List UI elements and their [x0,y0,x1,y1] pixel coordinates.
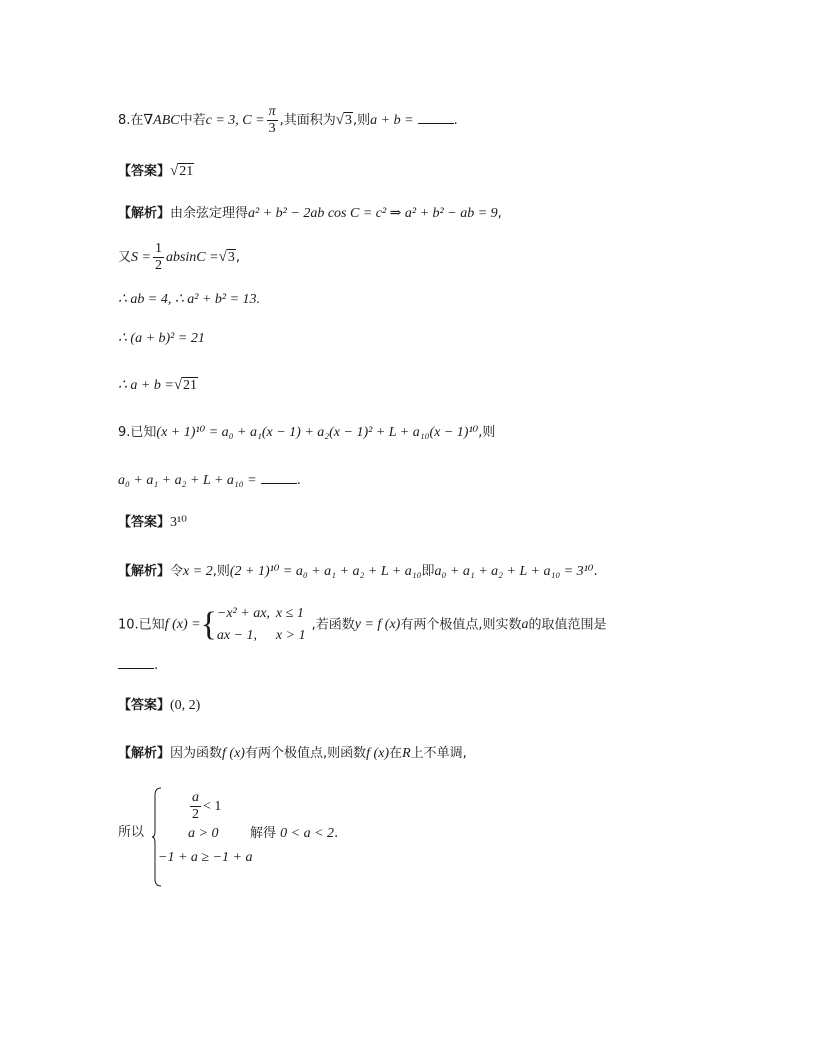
question-9 [118,426,495,440]
solution-label: 【解析】 [118,564,171,579]
answer-label: 【答案】 [118,164,171,179]
q8-answer-blank [418,123,454,124]
q9-end: ,则 [478,425,496,440]
s8-sqrt-21: 21 [183,378,198,393]
q8-frac-den: 3 [268,121,276,137]
solution-8-line-1 [118,207,502,221]
s10-text-4: 上不单调, [410,746,467,761]
q10-math-1: y = f (x) [354,617,401,632]
answer-label: 【答案】 [118,698,171,713]
question-10-line-2 [118,659,158,672]
q8-triangle: ∇ABC [143,113,180,129]
q10-prefix: 10.已知 [118,617,165,633]
q8-ask: a + b = [370,113,414,129]
s8-end-2: , [235,250,240,266]
q10-math-2: a [521,617,529,632]
s9-math-1: x = 2 [183,564,213,579]
s10-text-3: 在 [389,746,403,761]
answer-9-value: 3¹⁰ [170,515,187,530]
solution-8-line-4: ∴ (a + b)² = 21 [118,331,205,346]
sqrt-icon: √ [335,112,344,129]
left-brace-icon: { [200,606,217,643]
answer-10-value: (0, 2) [170,698,201,713]
s9-end: . [593,564,598,579]
s10-math-1: f (x) [222,746,245,761]
q8-frac-num: π [267,104,278,121]
s10-result-math: 0 < a < 2 [280,826,335,841]
sqrt-icon: √ [173,377,183,393]
question-10 [118,603,606,647]
q10-text-1: ,若函数 [311,617,355,633]
q10-case-2-expr: ax − 1, [216,628,258,643]
sqrt-icon: √ [218,249,227,266]
q10-piecewise [217,603,312,647]
answer-8 [118,164,194,179]
q8-prefix: 8.在 [118,113,144,129]
solution-8-line-2 [118,241,240,274]
s8-sqrt-value: 3 [227,250,235,266]
solution-label: 【解析】 [118,746,171,761]
q9-prefix: 9.已知 [118,425,157,440]
s10-result-text: 解得 [250,826,277,841]
s9-text-2: ,则 [212,564,230,579]
q10-answer-blank [118,668,154,669]
s10-row1-num: a [190,790,201,807]
answer-8-value: 21 [179,164,194,179]
s10-row-3: −1 + a ≥ −1 + a [158,850,253,865]
question-8 [118,104,458,137]
q10-function: f (x) = [164,617,201,632]
s8-fraction [153,241,164,274]
s10-text-2: 有两个极值点,则函数 [244,746,367,761]
s10-result [250,827,338,841]
q8-sqrt-value: 3 [344,113,352,129]
solution-10 [118,747,467,761]
q8-then: ,则 [352,113,371,129]
s8-formula: a² + b² − 2ab cos C = c² ⇒ a² + b² − ab = 9 [248,206,498,221]
s8-prefix: 又 [118,250,132,266]
q8-text: 中若 [179,113,206,129]
q10-case-2-cond: x > 1 [275,628,306,643]
q8-fraction [267,104,278,137]
q9-answer-blank [261,483,297,484]
s8-formula-2: absinC = [165,250,219,266]
q8-end: . [453,113,458,129]
s9-text-1: 令 [170,564,184,579]
s8-end: , [497,206,502,221]
s10-text-1: 因为函数 [170,746,223,761]
sqrt-icon: √ [170,163,179,179]
s9-math-3: a₀ + a₁ + a₂ + L + a₁₀ = 3¹⁰ [434,564,594,579]
solution-8-line-5 [118,378,198,393]
answer-9 [118,516,187,530]
s8-area: S = [131,250,151,266]
s10-row-1 [188,790,221,823]
left-brace-icon [152,787,162,887]
s10-math-3: R [402,746,411,761]
q8-condition: c = 3, C = [205,113,265,129]
s8-formula-5: ∴ a + b = [118,378,174,393]
solution-8-line-3: ∴ ab = 4, ∴ a² + b² = 13. [118,292,261,307]
s9-text-3: 即 [421,564,435,579]
q8-area-text: ,其面积为 [279,113,336,129]
s9-math-2: (2 + 1)¹⁰ = a₀ + a₁ + a₂ + L + a₁₀ [229,564,422,579]
question-9-line-2 [118,474,301,488]
solution-9 [118,565,598,579]
s10-row1-rest: < 1 [203,799,222,815]
q10-text-2: 有两个极值点,则实数 [400,617,522,633]
q10-end: . [154,658,159,673]
s10-row1-fraction [190,790,201,823]
s10-row-2: a > 0 [188,826,219,841]
s10-row1-den: 2 [192,807,199,823]
answer-10 [118,699,200,713]
s8-frac-den: 2 [154,258,162,274]
s8-frac-num: 1 [153,241,164,258]
solution-label: 【解析】 [118,206,171,221]
s10-result-end: . [334,826,339,841]
q10-text-3: 的取值范围是 [528,617,607,633]
s10-math-2: f (x) [366,746,390,761]
q10-case-1-expr: −x² + ax, [216,606,270,621]
s10-so-label: 所以 [118,825,145,840]
answer-label: 【答案】 [118,515,171,530]
q9-line2-end: . [296,473,301,488]
q9-formula: (x + 1)¹⁰ = a₀ + a₁(x − 1) + a₂(x − 1)² + L + a₁₀(x − 1)¹⁰ [156,425,479,440]
q10-case-1-cond: x ≤ 1 [275,606,304,621]
s8-text: 由余弦定理得 [170,206,249,221]
q9-sum: a₀ + a₁ + a₂ + L + a₁₀ = [118,473,257,488]
